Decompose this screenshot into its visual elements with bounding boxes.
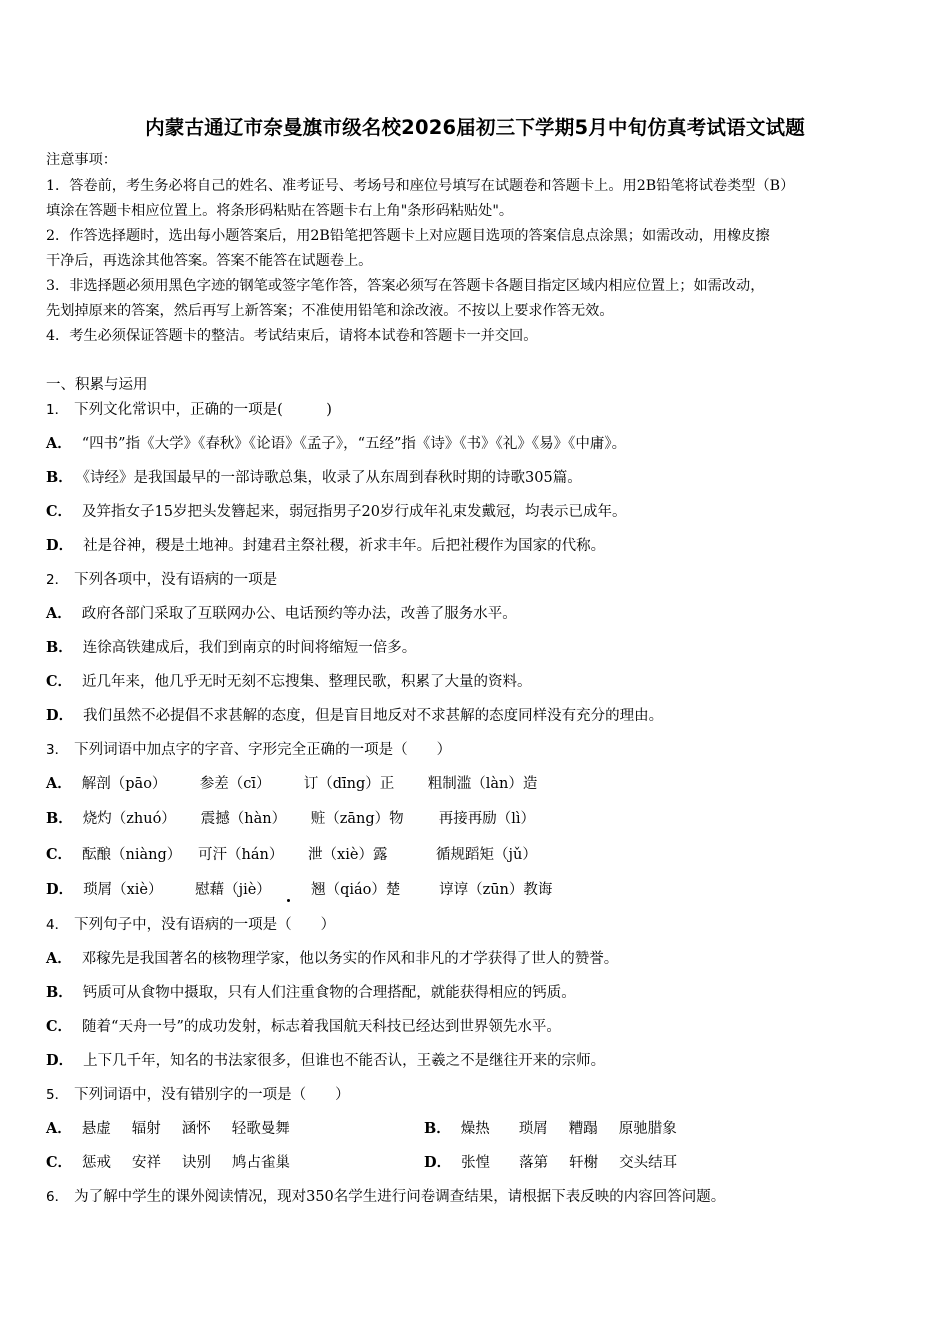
option-text: 政府各部门采取了互联网办公、电话预约等办法，改善了服务水平。 — [81, 606, 517, 622]
q1-option-c — [46, 503, 626, 521]
question-5-stem — [46, 1086, 350, 1104]
notice-line: 2．作答选择题时，选出每小题答案后，用2B铅笔把答题卡上对应题目选项的答案信息点涂黑；如需改动，用橡皮擦 — [46, 228, 770, 244]
option-word: 张惶 — [461, 1155, 491, 1171]
option-text: 我们虽然不必提倡不求甚解的态度，但是盲目地反对不求甚解的态度同样没有充分的理由。 — [83, 708, 664, 724]
q2-option-c — [46, 673, 532, 691]
question-6-stem — [46, 1188, 725, 1206]
option-word: 安祥 — [132, 1155, 162, 1171]
q4-option-c — [46, 1018, 561, 1036]
notice-line: 先划掉原来的答案，然后再写上新答案；不准使用铅笔和涂改液。不按以上要求作答无效。 — [46, 303, 614, 319]
option-letter: A． — [46, 1120, 72, 1137]
option-word: 赃（zāng）物 — [310, 811, 404, 827]
q2-option-b — [46, 639, 416, 657]
option-letter: A． — [46, 775, 72, 792]
option-letter: D． — [46, 537, 74, 554]
question-text: 下列词语中，没有错别字的一项是（ ） — [74, 1087, 350, 1103]
option-letter: A． — [46, 605, 72, 622]
emphasis-dot — [287, 899, 290, 902]
option-word: 谆谆（zūn）教诲 — [439, 882, 553, 898]
question-2-stem — [46, 571, 277, 589]
option-letter: D． — [46, 881, 74, 898]
option-letter: C． — [46, 846, 73, 863]
q5-options-row-2 — [46, 1154, 906, 1172]
option-text: 《诗经》是我国最早的一部诗歌总集，收录了从东周到春秋时期的诗歌305篇。 — [82, 470, 582, 486]
question-number: 2． — [46, 572, 69, 588]
option-word: 订（dīng）正 — [303, 776, 395, 792]
option-word: 烧灼（zhuó） — [82, 811, 176, 827]
question-text: 为了解中学生的课外阅读情况，现对350名学生进行问卷调查结果，请根据下表反映的内容回答问题。 — [74, 1189, 726, 1205]
option-text: 随着“天舟一号”的成功发射，标志着我国航天科技已经达到世界领先水平。 — [82, 1019, 561, 1035]
q3-option-a — [46, 775, 537, 793]
notice-line: 填涂在答题卡相应位置上。将条形码粘贴在答题卡右上角"条形码粘贴处"。 — [46, 203, 514, 219]
option-letter: D． — [46, 1052, 74, 1069]
notice-line: 4．考生必须保证答题卡的整洁。考试结束后，请将本试卷和答题卡一并交回。 — [46, 328, 538, 344]
option-text: 近几年来，他几乎无时无刻不忘搜集、整理民歌，积累了大量的资料。 — [82, 674, 532, 690]
option-letter: B． — [46, 639, 73, 656]
option-letter: B． — [46, 810, 73, 827]
option-letter: B． — [46, 469, 73, 486]
question-number: 3． — [46, 742, 69, 758]
option-text: 上下几千年，知名的书法家很多，但谁也不能否认，王羲之不是继往开来的宗师。 — [83, 1053, 606, 1069]
q4-option-d — [46, 1052, 605, 1070]
q4-option-b — [46, 984, 576, 1002]
question-number: 6． — [46, 1189, 69, 1205]
notice-heading: 注意事项： — [46, 152, 117, 168]
q1-option-d — [46, 537, 605, 555]
option-word: 交头结耳 — [619, 1155, 678, 1171]
option-word: 轻歌曼舞 — [231, 1121, 290, 1137]
option-word: 燥热 — [460, 1121, 490, 1137]
option-letter: C． — [46, 673, 73, 690]
option-text: 钙质可从食物中摄取，只有人们注重食物的合理搭配，就能获得相应的钙质。 — [82, 985, 576, 1001]
question-1-stem — [46, 401, 332, 419]
q5-option-d — [424, 1154, 677, 1172]
question-number: 1． — [46, 402, 69, 418]
q1-option-a — [46, 435, 626, 453]
option-text: 邓稼先是我国著名的核物理学家，他以务实的作风和非凡的才学获得了世人的赞誉。 — [81, 951, 619, 967]
q3-option-d — [46, 881, 552, 899]
notice-line: 3．非选择题必须用黑色字迹的钢笔或签字笔作答，答案必须写在答题卡各题目指定区域内相应位置上；如需改动， — [46, 278, 765, 294]
q3-option-c — [46, 846, 537, 864]
question-number: 5． — [46, 1087, 69, 1103]
question-text: 下列文化常识中，正确的一项是( ) — [74, 402, 332, 418]
option-letter: D． — [46, 707, 74, 724]
option-text: “四书”指《大学》《春秋》《论语》《孟子》，“五经”指《诗》《书》《礼》《易》《中庸》。 — [81, 436, 627, 452]
question-text: 下列各项中，没有语病的一项是 — [74, 572, 278, 588]
option-word: 鸠占雀巢 — [232, 1155, 291, 1171]
option-word: 震撼（hàn） — [200, 811, 287, 827]
option-text: 社是谷神，稷是土地神。封建君主祭社稷，祈求丰年。后把社稷作为国家的代称。 — [83, 538, 606, 554]
option-word: 再接再励（lì） — [438, 811, 536, 827]
option-word: 悬虚 — [81, 1121, 111, 1137]
option-word: 落第 — [519, 1155, 549, 1171]
question-text: 下列词语中加点字的字音、字形完全正确的一项是（ ） — [74, 742, 452, 758]
notice-line: 1．答卷前，考生务必将自己的姓名、准考证号、考场号和座位号填写在试题卷和答题卡上。用2B铅笔将试卷类型（B） — [46, 178, 795, 194]
option-word: 辐射 — [131, 1121, 161, 1137]
option-letter: A． — [46, 435, 72, 452]
option-word: 翘（qiáo）楚 — [311, 882, 401, 898]
q5-option-b — [424, 1120, 677, 1138]
option-word: 可汗（hán） — [198, 847, 284, 863]
q4-option-a — [46, 950, 618, 968]
option-word: 粗制滥（làn）造 — [427, 776, 538, 792]
option-letter: C． — [46, 503, 73, 520]
option-letter: B． — [424, 1120, 451, 1137]
option-letter: C． — [46, 1018, 73, 1035]
option-letter: C． — [46, 1154, 73, 1171]
notice-line: 干净后，再选涂其他答案。答案不能答在试题卷上。 — [46, 253, 373, 269]
option-word: 酝酿（niàng） — [82, 847, 182, 863]
q2-option-a — [46, 605, 517, 623]
option-letter: A． — [46, 950, 72, 967]
option-word: 琐屑（xiè） — [83, 882, 163, 898]
question-4-stem — [46, 916, 335, 934]
question-number: 4． — [46, 917, 69, 933]
option-text: 连徐高铁建成后，我们到南京的时间将缩短一倍多。 — [82, 640, 417, 656]
question-3-stem — [46, 741, 451, 759]
option-word: 原驰腊象 — [618, 1121, 677, 1137]
section-heading: 一、积累与运用 — [46, 377, 148, 393]
option-word: 糟蹋 — [568, 1121, 598, 1137]
option-word: 泄（xiè）露 — [308, 847, 388, 863]
q1-option-b — [46, 469, 582, 487]
option-word: 诀别 — [182, 1155, 212, 1171]
page-title: 内蒙古通辽市奈曼旗市级名校2026届初三下学期5月中旬仿真考试语文试题 — [145, 116, 805, 139]
option-text: 及笄指女子15岁把头发簪起来，弱冠指男子20岁行成年礼束发戴冠，均表示已成年。 — [82, 504, 627, 520]
option-word: 惩戒 — [82, 1155, 112, 1171]
q2-option-d — [46, 707, 663, 725]
option-word: 轩榭 — [569, 1155, 599, 1171]
option-word: 参差（cī） — [199, 776, 271, 792]
option-word: 涵怀 — [181, 1121, 211, 1137]
question-text: 下列句子中，没有语病的一项是（ ） — [74, 917, 336, 933]
option-letter: D． — [424, 1154, 452, 1171]
option-word: 慰藉（jiè） — [195, 882, 271, 898]
q3-option-b — [46, 810, 535, 828]
option-word: 解剖（pāo） — [81, 776, 167, 792]
option-letter: B． — [46, 984, 73, 1001]
option-word: 循规蹈矩（jǔ） — [436, 847, 537, 863]
option-word: 琐屑 — [518, 1121, 548, 1137]
q5-options-row-1 — [46, 1120, 906, 1138]
